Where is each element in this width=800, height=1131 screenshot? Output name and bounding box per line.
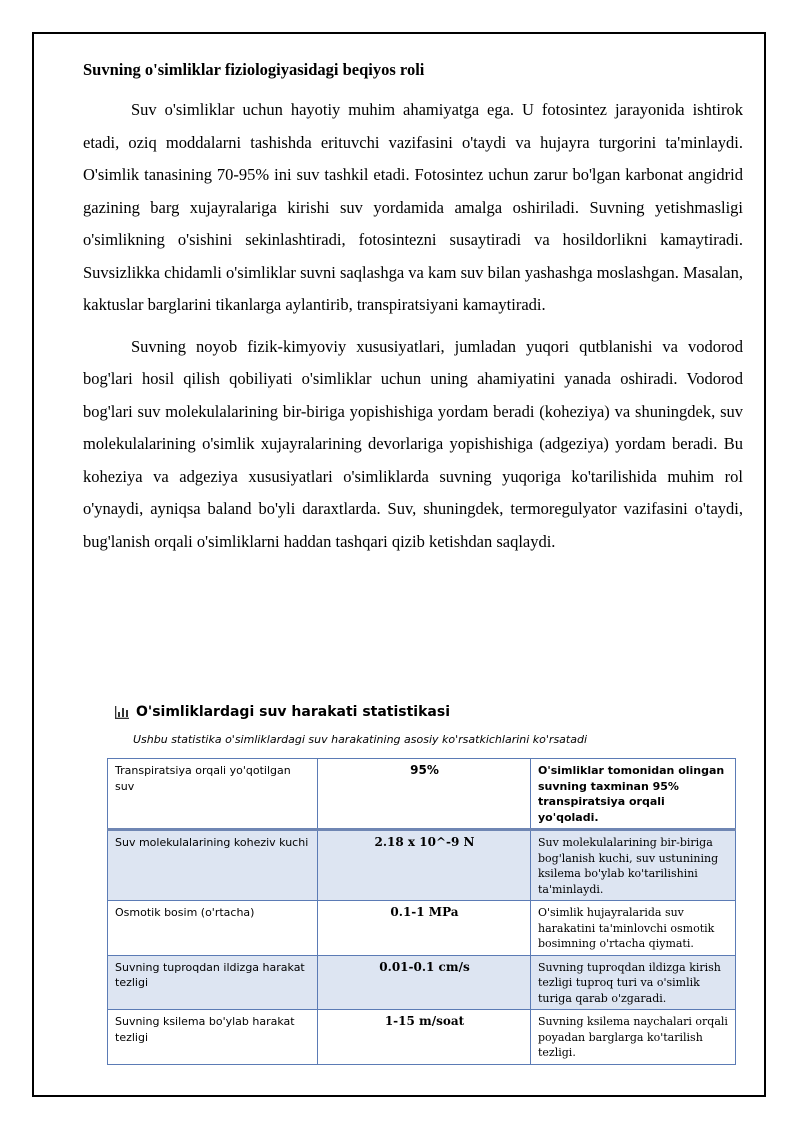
stats-heading-text: O'simliklardagi suv harakati statistikasi xyxy=(136,704,450,720)
stats-table xyxy=(107,758,736,1065)
row-label: Osmotik bosim (o'rtacha) xyxy=(108,901,318,956)
stats-subtitle: Ushbu statistika o'simliklardagi suv harakatining asosiy ko'rsatkichlarini ko'rsatadi xyxy=(133,733,588,746)
row-label: Transpiratsiya orqali yo'qotilgan suv xyxy=(108,759,318,830)
table-row xyxy=(108,955,736,1010)
stats-heading xyxy=(115,704,450,720)
row-note: Suvning ksilema naychalari orqali poyadan barglarga ko'tarilish tezligi. xyxy=(531,1010,736,1065)
paragraph-1: Suv o'simliklar uchun hayotiy muhim ahamiyatga ega. U fotosintez jarayonida ishtirok etadi, oziq moddalarni tashishda erituvchi vazifasini o'taydi va hujayra turgorini ta'minlaydi. O'simlik tanasining 70-95% ini suv tashkil etadi. Fotosintez uchun zarur bo'lgan karbonat angidrid gazining barg xujayralariga kirishi suv yordamida amalga oshiriladi. Suvning yetishmasligi o'simlikning o'sishini sekinlashtiradi, fotosintezni susaytiradi va hosildorlikni kamaytiradi. Suvsizlikka chidamli o'simliklar suvni saqlashga va kam suv bilan yashashga moslashgan. Masalan, kaktuslar barglarini tikanlarga aylantirib, transpiratsiyani kamaytiradi. xyxy=(83,100,743,314)
document-title: Suvning o'simliklar fiziologiyasidagi beqiyos roli xyxy=(83,60,425,79)
paragraph-2: Suvning noyob fizik-kimyoviy xususiyatlari, jumladan yuqori qutblanishi va vodorod bog'lari hosil qilish qobiliyati o'simliklar uchun uning ahamiyatini yanada oshiradi. Vodorod bog'lari suv molekulalarining bir-biriga yopishishiga yordam beradi (koheziya) va shuningdek, suv molekulalarining o'simlik xujayralarining devorlariga yopishishiga (adgeziya) yordam beradi. Bu koheziya va adgeziya xususiyatlari o'simliklarda suvning yuqoriga ko'tarilishida muhim rol o'ynaydi, ayniqsa baland bo'yli daraxtlarda. Suv, shuningdek, termoregulyator vazifasini o'taydi, bug'lanish orqali o'simliklarni haddan tashqari qizib ketishdan saqlaydi. xyxy=(83,336,743,551)
row-note: Suv molekulalarining bir-biriga bog'lanish kuchi, suv ustunining ksilema bo'ylab ko'tarilishini ta'minlaydi. xyxy=(531,830,736,901)
row-label: Suvning ksilema bo'ylab harakat tezligi xyxy=(108,1010,318,1065)
row-note: Suvning tuproqdan ildizga kirish tezligi tuproq turi va o'simlik turiga qarab o'zgaradi. xyxy=(531,955,736,1010)
bar-chart-icon xyxy=(115,706,129,719)
document-body xyxy=(83,58,743,558)
row-label: Suv molekulalarining koheziv kuchi xyxy=(108,830,318,901)
row-value: 1-15 m/soat xyxy=(318,1010,531,1065)
row-value: 0.01-0.1 cm/s xyxy=(318,955,531,1010)
row-value: 0.1-1 MPa xyxy=(318,901,531,956)
table-row xyxy=(108,759,736,830)
row-value: 95% xyxy=(318,759,531,830)
row-value: 2.18 x 10^-9 N xyxy=(318,830,531,901)
table-row xyxy=(108,830,736,901)
row-note: O'simliklar tomonidan olingan suvning taxminan 95% transpiratsiya orqali yo'qoladi. xyxy=(531,759,736,830)
row-label: Suvning tuproqdan ildizga harakat tezligi xyxy=(108,955,318,1010)
table-row xyxy=(108,1010,736,1065)
row-note: O'simlik hujayralarida suv harakatini ta'minlovchi osmotik bosimning o'rtacha qiymati. xyxy=(531,901,736,956)
table-row xyxy=(108,901,736,956)
